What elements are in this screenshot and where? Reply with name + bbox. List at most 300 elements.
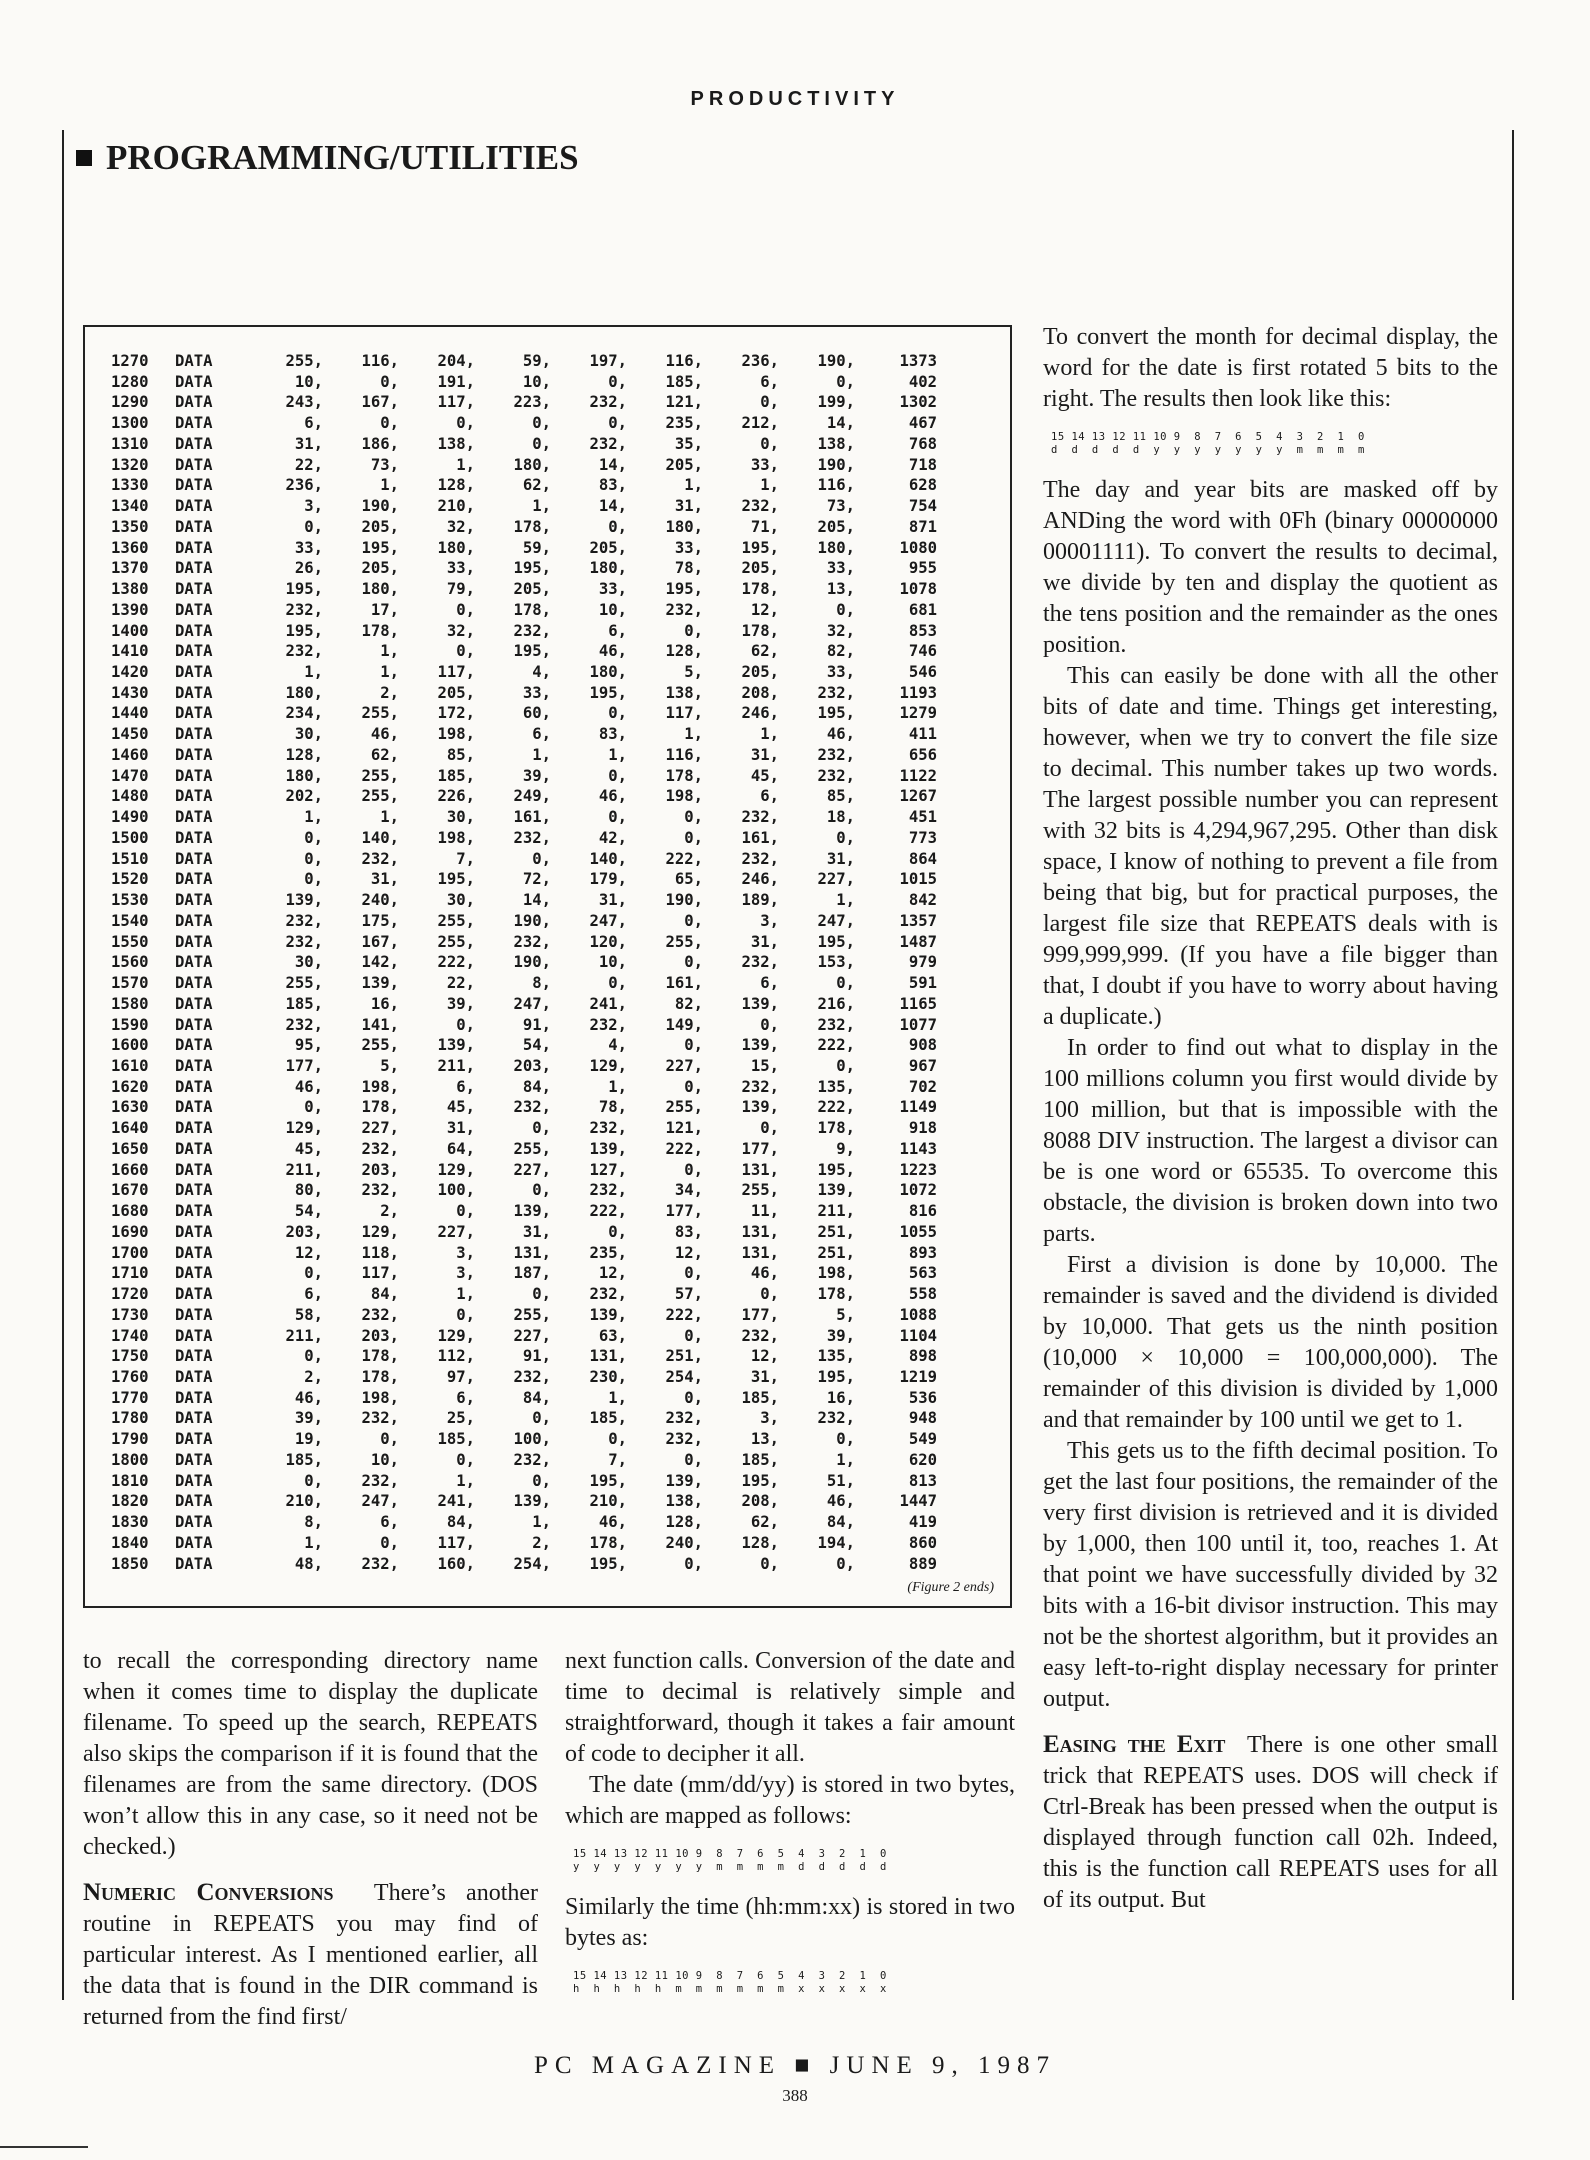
data-value: 210,	[285, 1492, 323, 1511]
checksum-value: 1223	[899, 1160, 937, 1179]
data-value: 0,	[608, 1222, 627, 1241]
data-value: 0,	[608, 414, 627, 433]
data-value: 14,	[522, 891, 551, 910]
data-value: 178,	[817, 1119, 855, 1138]
data-keyword: DATA	[175, 621, 213, 640]
data-value: 195,	[817, 704, 855, 723]
checksum-value: 1122	[899, 766, 937, 785]
line-number: 1320	[111, 455, 149, 474]
data-value: 30,	[446, 891, 475, 910]
checksum-value: 746	[908, 642, 937, 661]
col-c-para-2: The day and year bits are masked off by ANDing the word with 0Fh (binary 00000000 00001111). To convert the results to decimal, we divide by ten and display the quotient as the tens position and the remainder as the ones position.	[1043, 477, 1498, 658]
data-value: 195,	[817, 932, 855, 951]
checksum-value: 948	[908, 1409, 937, 1428]
listing-row	[111, 579, 937, 600]
data-value: 116,	[665, 745, 703, 764]
line-number: 1720	[111, 1285, 149, 1304]
data-value: 128,	[437, 476, 475, 495]
data-value: 0,	[760, 393, 779, 412]
data-keyword: DATA	[175, 725, 213, 744]
data-value: 0,	[532, 1119, 551, 1138]
line-number: 1610	[111, 1056, 149, 1075]
data-value: 12,	[294, 1243, 323, 1262]
checksum-value: 1077	[899, 1015, 937, 1034]
data-value: 222,	[817, 1098, 855, 1117]
data-value: 31,	[750, 745, 779, 764]
data-value: 131,	[513, 1243, 551, 1262]
data-keyword: DATA	[175, 455, 213, 474]
data-value: 185,	[589, 1409, 627, 1428]
line-number: 1280	[111, 372, 149, 391]
data-keyword: DATA	[175, 1139, 213, 1158]
data-value: 246,	[741, 704, 779, 723]
data-value: 211,	[285, 1326, 323, 1345]
data-value: 5,	[836, 1305, 855, 1324]
data-keyword: DATA	[175, 1077, 213, 1096]
data-value: 0,	[684, 1264, 703, 1283]
data-value: 1,	[760, 476, 779, 495]
data-value: 139,	[437, 1036, 475, 1055]
data-value: 1,	[380, 642, 399, 661]
data-value: 46,	[598, 787, 627, 806]
checksum-value: 1072	[899, 1181, 937, 1200]
data-value: 140,	[361, 828, 399, 847]
data-value: 247,	[589, 911, 627, 930]
data-value: 135,	[817, 1077, 855, 1096]
data-value: 15,	[750, 1056, 779, 1075]
data-value: 0,	[380, 1430, 399, 1449]
data-value: 205,	[589, 538, 627, 557]
data-value: 195,	[741, 538, 779, 557]
data-value: 185,	[665, 372, 703, 391]
data-value: 0,	[456, 642, 475, 661]
data-value: 32,	[446, 621, 475, 640]
data-keyword: DATA	[175, 1015, 213, 1034]
data-value: 1,	[304, 663, 323, 682]
data-value: 255,	[665, 1098, 703, 1117]
line-number: 1620	[111, 1077, 149, 1096]
data-value: 236,	[285, 476, 323, 495]
data-value: 33,	[750, 455, 779, 474]
data-value: 6,	[304, 1285, 323, 1304]
listing-row	[111, 475, 937, 496]
line-number: 1800	[111, 1450, 149, 1469]
data-value: 251,	[817, 1243, 855, 1262]
data-value: 78,	[598, 1098, 627, 1117]
data-value: 62,	[750, 1513, 779, 1532]
data-value: 26,	[294, 559, 323, 578]
data-value: 140,	[589, 849, 627, 868]
listing-row	[111, 538, 937, 559]
data-value: 10,	[370, 1450, 399, 1469]
data-value: 198,	[665, 787, 703, 806]
data-value: 0,	[684, 1450, 703, 1469]
data-value: 100,	[513, 1430, 551, 1449]
col-c-para-7-text: There is one other small trick that REPEATS uses. DOS will check if Ctrl-Break has been pressed when the output is displayed through function call 02h. Indeed, this is the function call REPEATS uses for all of its output. But	[1043, 1732, 1498, 1913]
listing-row	[111, 1554, 937, 1575]
data-value: 48,	[294, 1554, 323, 1573]
line-number: 1400	[111, 621, 149, 640]
data-value: 232,	[741, 1077, 779, 1096]
date-bit-map: 15 14 13 12 11 10 9 8 7 6 5 4 3 2 1 0 y y y y y y y m m m m d d d d d	[573, 1848, 887, 1873]
data-value: 10,	[522, 372, 551, 391]
listing-row	[111, 973, 937, 994]
data-value: 172,	[437, 704, 475, 723]
data-value: 178,	[589, 1533, 627, 1552]
data-value: 240,	[665, 1533, 703, 1552]
data-value: 0,	[532, 1409, 551, 1428]
data-value: 100,	[437, 1181, 475, 1200]
data-value: 178,	[665, 766, 703, 785]
data-value: 139,	[665, 1471, 703, 1490]
data-value: 0,	[760, 1015, 779, 1034]
data-value: 39,	[826, 1326, 855, 1345]
data-keyword: DATA	[175, 828, 213, 847]
data-value: 1,	[608, 1077, 627, 1096]
listing-row	[111, 1388, 937, 1409]
listing-row	[111, 662, 937, 683]
data-keyword: DATA	[175, 663, 213, 682]
line-number: 1520	[111, 870, 149, 889]
data-value: 62,	[522, 476, 551, 495]
data-value: 211,	[817, 1202, 855, 1221]
data-value: 116,	[817, 476, 855, 495]
data-value: 222,	[665, 1305, 703, 1324]
checksum-value: 918	[908, 1119, 937, 1138]
listing-row	[111, 392, 937, 413]
data-value: 178,	[361, 621, 399, 640]
data-value: 116,	[361, 352, 399, 370]
data-value: 22,	[294, 455, 323, 474]
data-keyword: DATA	[175, 766, 213, 785]
checksum-value: 558	[908, 1285, 937, 1304]
data-value: 203,	[285, 1222, 323, 1241]
data-value: 8,	[532, 974, 551, 993]
data-value: 222,	[665, 1139, 703, 1158]
data-value: 232,	[665, 1430, 703, 1449]
data-keyword: DATA	[175, 580, 213, 599]
data-value: 232,	[285, 600, 323, 619]
data-value: 0,	[304, 849, 323, 868]
data-value: 30,	[446, 808, 475, 827]
data-value: 46,	[370, 725, 399, 744]
data-value: 0,	[532, 849, 551, 868]
data-value: 7,	[608, 1450, 627, 1469]
data-value: 227,	[817, 870, 855, 889]
data-value: 138,	[437, 434, 475, 453]
data-value: 167,	[361, 393, 399, 412]
data-value: 230,	[589, 1367, 627, 1386]
data-value: 0,	[760, 1119, 779, 1138]
data-value: 255,	[665, 932, 703, 951]
data-value: 195,	[513, 559, 551, 578]
data-value: 12,	[674, 1243, 703, 1262]
data-value: 241,	[437, 1492, 475, 1511]
data-value: 210,	[589, 1492, 627, 1511]
line-number: 1540	[111, 911, 149, 930]
checksum-value: 1193	[899, 683, 937, 702]
data-value: 247,	[817, 911, 855, 930]
line-number: 1500	[111, 828, 149, 847]
data-value: 178,	[513, 517, 551, 536]
checksum-value: 1055	[899, 1222, 937, 1241]
data-value: 0,	[532, 1181, 551, 1200]
data-value: 232,	[513, 1098, 551, 1117]
data-value: 205,	[361, 517, 399, 536]
data-value: 222,	[665, 849, 703, 868]
data-value: 167,	[361, 932, 399, 951]
col-c-para-4: In order to find out what to display in the 100 millions column you first would divide by 100 million, but that is impossible with the 8088 DIV instruction. The largest a divisor can be is one word or 65535. To overcome this obstacle, the division is broken down into two parts.	[1043, 1035, 1498, 1247]
data-value: 198,	[437, 828, 475, 847]
data-value: 3,	[304, 497, 323, 516]
line-number: 1560	[111, 953, 149, 972]
data-value: 232,	[589, 393, 627, 412]
data-value: 240,	[361, 891, 399, 910]
data-value: 195,	[437, 870, 475, 889]
data-value: 216,	[817, 994, 855, 1013]
data-value: 199,	[817, 393, 855, 412]
data-value: 180,	[589, 559, 627, 578]
data-value: 1,	[532, 745, 551, 764]
data-value: 131,	[589, 1347, 627, 1366]
data-keyword: DATA	[175, 538, 213, 557]
data-value: 0,	[760, 1285, 779, 1304]
data-keyword: DATA	[175, 476, 213, 495]
data-value: 232,	[741, 953, 779, 972]
data-value: 0,	[684, 1036, 703, 1055]
data-value: 227,	[665, 1056, 703, 1075]
numeric-conversions-heading: Numeric Conversions	[83, 1879, 334, 1906]
data-value: 120,	[589, 932, 627, 951]
data-value: 0,	[836, 1554, 855, 1573]
listing-row	[111, 1491, 937, 1512]
data-value: 58,	[294, 1305, 323, 1324]
data-value: 5,	[684, 663, 703, 682]
data-value: 62,	[370, 745, 399, 764]
listing-row	[111, 1139, 937, 1160]
data-value: 186,	[361, 434, 399, 453]
col-b-para-1: next function calls. Conversion of the date and time to decimal is relatively simple and straightforward, though it takes a fair amount of code to decipher it all.	[565, 1648, 1015, 1767]
data-value: 232,	[361, 1554, 399, 1573]
data-value: 195,	[285, 580, 323, 599]
data-value: 0,	[456, 414, 475, 433]
data-value: 7,	[456, 849, 475, 868]
listing-row	[111, 724, 937, 745]
line-number: 1840	[111, 1533, 149, 1552]
data-value: 191,	[437, 372, 475, 391]
listing-row	[111, 1346, 937, 1367]
line-number: 1830	[111, 1513, 149, 1532]
line-number: 1410	[111, 642, 149, 661]
listing-row	[111, 1326, 937, 1347]
data-value: 190,	[665, 891, 703, 910]
data-value: 1,	[532, 497, 551, 516]
data-value: 6,	[456, 1388, 475, 1407]
data-value: 0,	[836, 828, 855, 847]
page-number: 388	[782, 2086, 808, 2105]
listing-row	[111, 994, 937, 1015]
data-value: 198,	[361, 1388, 399, 1407]
data-value: 12,	[598, 1264, 627, 1283]
line-number: 1750	[111, 1347, 149, 1366]
data-value: 232,	[285, 1015, 323, 1034]
listing-row	[111, 1201, 937, 1222]
data-value: 0,	[304, 1264, 323, 1283]
data-value: 64,	[446, 1139, 475, 1158]
data-keyword: DATA	[175, 1202, 213, 1221]
data-value: 178,	[361, 1347, 399, 1366]
col-b-para-2: The date (mm/dd/yy) is stored in two bytes, which are mapped as follows:	[565, 1772, 1015, 1829]
data-value: 227,	[513, 1160, 551, 1179]
checksum-value: 768	[908, 434, 937, 453]
data-value: 139,	[741, 994, 779, 1013]
data-value: 84,	[446, 1513, 475, 1532]
data-value: 39,	[446, 994, 475, 1013]
checksum-value: 860	[908, 1533, 937, 1552]
checksum-value: 889	[908, 1554, 937, 1573]
data-value: 185,	[437, 766, 475, 785]
data-keyword: DATA	[175, 1533, 213, 1552]
data-value: 19,	[294, 1430, 323, 1449]
checksum-value: 402	[908, 372, 937, 391]
data-value: 39,	[294, 1409, 323, 1428]
data-value: 0,	[532, 414, 551, 433]
data-keyword: DATA	[175, 1036, 213, 1055]
line-number: 1310	[111, 434, 149, 453]
data-value: 12,	[750, 1347, 779, 1366]
listing-row	[111, 1118, 937, 1139]
data-value: 0,	[684, 621, 703, 640]
data-value: 63,	[598, 1326, 627, 1345]
bullet-square-icon	[76, 150, 92, 166]
data-value: 45,	[750, 766, 779, 785]
line-number: 1420	[111, 663, 149, 682]
data-value: 153,	[817, 953, 855, 972]
data-value: 46,	[750, 1264, 779, 1283]
col-c-para-1: To convert the month for decimal display, the word for the date is first rotated 5 bits to the right. The results then look like this:	[1043, 324, 1498, 412]
data-value: 2,	[380, 1202, 399, 1221]
checksum-value: 871	[908, 517, 937, 536]
data-keyword: DATA	[175, 1305, 213, 1324]
line-number: 1590	[111, 1015, 149, 1034]
data-value: 211,	[285, 1160, 323, 1179]
data-value: 138,	[665, 1492, 703, 1511]
data-value: 0,	[304, 1347, 323, 1366]
data-value: 42,	[598, 828, 627, 847]
data-value: 13,	[750, 1430, 779, 1449]
col-a-para-2-text: There’s another routine in REPEATS you may find of particular interest. As I mentioned earlier, all the data that is found in the DIR command is returned from the find first/	[83, 1880, 539, 2030]
data-value: 205,	[513, 580, 551, 599]
data-keyword: DATA	[175, 1513, 213, 1532]
listing-row	[111, 517, 937, 538]
data-value: 139,	[741, 1098, 779, 1117]
listing-row	[111, 351, 937, 372]
listing-row	[111, 932, 937, 953]
data-value: 251,	[817, 1222, 855, 1241]
data-value: 35,	[674, 434, 703, 453]
data-value: 241,	[589, 994, 627, 1013]
data-value: 0,	[836, 1430, 855, 1449]
checksum-value: 908	[908, 1036, 937, 1055]
data-value: 6,	[532, 725, 551, 744]
data-value: 6,	[760, 372, 779, 391]
data-value: 3,	[456, 1264, 475, 1283]
checksum-value: 1302	[899, 393, 937, 412]
col-c-para-7	[1043, 1729, 1498, 1916]
checksum-value: 536	[908, 1388, 937, 1407]
figure-caption: (Figure 2 ends)	[907, 1580, 994, 1595]
line-number: 1270	[111, 352, 149, 370]
line-number: 1350	[111, 517, 149, 536]
data-value: 232,	[817, 1015, 855, 1034]
data-value: 0,	[836, 1056, 855, 1075]
data-keyword: DATA	[175, 1285, 213, 1304]
line-number: 1300	[111, 414, 149, 433]
data-value: 0,	[836, 974, 855, 993]
data-value: 0,	[608, 1430, 627, 1449]
data-value: 2,	[304, 1367, 323, 1386]
data-value: 255,	[437, 932, 475, 951]
listing-row	[111, 869, 937, 890]
data-value: 180,	[285, 766, 323, 785]
data-value: 1,	[380, 476, 399, 495]
data-value: 4,	[608, 1036, 627, 1055]
data-keyword: DATA	[175, 808, 213, 827]
data-value: 232,	[361, 849, 399, 868]
checksum-value: 1219	[899, 1367, 937, 1386]
data-value: 227,	[361, 1119, 399, 1138]
data-value: 178,	[741, 621, 779, 640]
checksum-value: 467	[908, 414, 937, 433]
data-value: 190,	[361, 497, 399, 516]
data-value: 0,	[684, 911, 703, 930]
data-value: 160,	[437, 1554, 475, 1573]
line-number: 1670	[111, 1181, 149, 1200]
data-value: 232,	[285, 642, 323, 661]
data-value: 177,	[741, 1139, 779, 1158]
data-value: 255,	[513, 1305, 551, 1324]
data-keyword: DATA	[175, 1367, 213, 1386]
data-value: 33,	[674, 538, 703, 557]
data-value: 232,	[741, 1326, 779, 1345]
data-keyword: DATA	[175, 1056, 213, 1075]
listing-row	[111, 496, 937, 517]
data-value: 185,	[285, 994, 323, 1013]
checksum-value: 718	[908, 455, 937, 474]
data-value: 0,	[760, 434, 779, 453]
listing-row	[111, 745, 937, 766]
line-number: 1290	[111, 393, 149, 412]
data-value: 255,	[437, 911, 475, 930]
checksum-value: 1279	[899, 704, 937, 723]
data-value: 203,	[361, 1160, 399, 1179]
checksum-value: 979	[908, 953, 937, 972]
data-value: 5,	[380, 1056, 399, 1075]
data-value: 6,	[380, 1513, 399, 1532]
data-value: 65,	[674, 870, 703, 889]
checksum-value: 411	[908, 725, 937, 744]
listing-row	[111, 621, 937, 642]
data-value: 62,	[750, 642, 779, 661]
data-value: 129,	[285, 1119, 323, 1138]
data-value: 180,	[513, 455, 551, 474]
listing-row	[111, 952, 937, 973]
data-value: 3,	[456, 1243, 475, 1262]
data-value: 95,	[294, 1036, 323, 1055]
data-value: 46,	[294, 1388, 323, 1407]
data-keyword: DATA	[175, 1264, 213, 1283]
data-value: 84,	[370, 1285, 399, 1304]
